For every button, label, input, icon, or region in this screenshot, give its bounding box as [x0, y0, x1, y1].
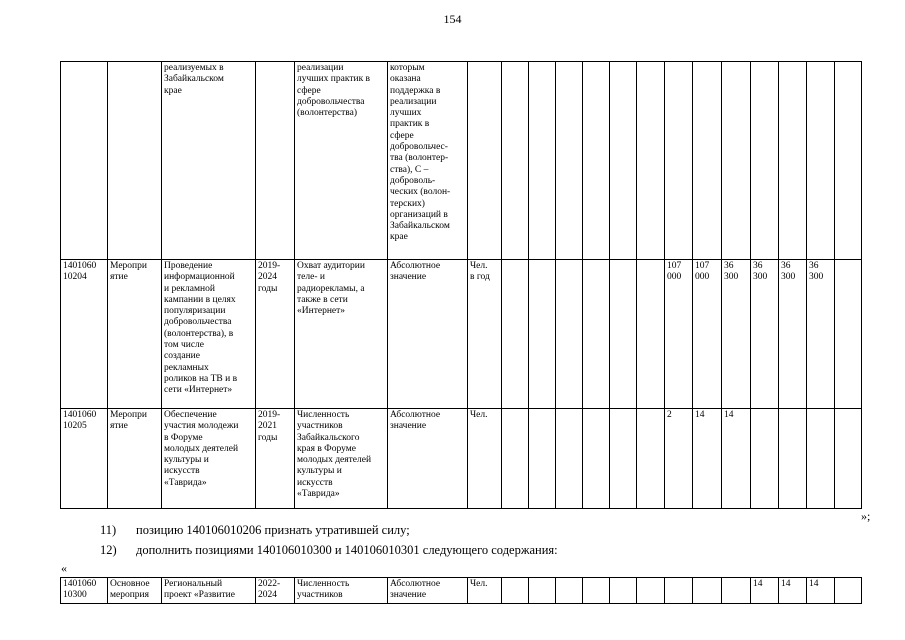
table-row: [61, 260, 862, 409]
value-cell: [583, 409, 610, 509]
years-cell: 2022- 2024: [256, 578, 295, 604]
value-cell: [693, 62, 722, 260]
opening-quote: «: [61, 561, 67, 575]
item-number: 12): [100, 543, 117, 557]
value-cell: [637, 260, 665, 409]
value-cell: [529, 260, 556, 409]
value-cell: [835, 409, 862, 509]
value-cell: [529, 409, 556, 509]
item-type-cell: Основное мероприя: [108, 578, 162, 604]
item-name-cell: Обеспечение участия молодежи в Форуме молодых деятелей культуры и искусств «Таврида»: [162, 409, 256, 509]
value-cell: [835, 578, 862, 604]
position-code-cell: 1401060 10300: [61, 578, 108, 604]
unit-cell: Чел.: [468, 578, 502, 604]
value-cell: 14: [807, 578, 835, 604]
item-name-cell: Проведение информационной и рекламной кампании в целях популяризации добровольчества (волонтерства), в том числе создание рекламных роликов на ТВ и в сети «Интернет»: [162, 260, 256, 409]
unit-cell: Чел.: [468, 409, 502, 509]
indicator-cell: Численность участников Забайкальского края в Форуме молодых деятелей культуры и искусств «Таврида»: [295, 409, 388, 509]
amendment-item-11: [100, 523, 410, 538]
value-cell: [751, 62, 779, 260]
value-cell: [637, 62, 665, 260]
value-cell: 36 300: [722, 260, 751, 409]
item-name-cell: Региональный проект «Развитие: [162, 578, 256, 604]
unit-cell: [468, 62, 502, 260]
item-type-cell: Меропри ятие: [108, 409, 162, 509]
years-cell: 2019- 2021 годы: [256, 409, 295, 509]
program-table: [60, 61, 862, 509]
item-name-cell: реализуемых в Забайкальском крае: [162, 62, 256, 260]
value-type-cell: которым оказана поддержка в реализации лучших практик в сфере добровольчес- тва (волонтер- ства), С – доброволь- ческих (волон- терских) организаций в Забайкальском крае: [388, 62, 468, 260]
value-cell: [665, 578, 693, 604]
indicator-cell: реализации лучших практик в сфере добровольчества (волонтерства): [295, 62, 388, 260]
value-cell: 107 000: [665, 260, 693, 409]
value-cell: [665, 62, 693, 260]
item-text: дополнить позициями 140106010300 и 140106010301 следующего содержания:: [136, 543, 558, 557]
value-cell: [835, 62, 862, 260]
value-cell: [583, 578, 610, 604]
value-cell: [610, 409, 637, 509]
value-cell: [835, 260, 862, 409]
value-cell: [610, 578, 637, 604]
unit-cell: Чел. в год: [468, 260, 502, 409]
value-cell: [807, 62, 835, 260]
value-type-cell: Абсолютное значение: [388, 578, 468, 604]
page-number: 154: [443, 12, 462, 26]
value-cell: [807, 409, 835, 509]
value-cell: [583, 62, 610, 260]
item-type-cell: [108, 62, 162, 260]
value-cell: [529, 578, 556, 604]
value-type-cell: Абсолютное значение: [388, 260, 468, 409]
closing-quote: »;: [861, 509, 871, 523]
value-cell: 2: [665, 409, 693, 509]
value-cell: [751, 409, 779, 509]
value-cell: 36 300: [751, 260, 779, 409]
years-cell: 2019- 2024 годы: [256, 260, 295, 409]
value-type-cell: Абсолютное значение: [388, 409, 468, 509]
value-cell: 14: [693, 409, 722, 509]
item-number: 11): [100, 523, 117, 537]
position-code-cell: [61, 62, 108, 260]
value-cell: [722, 62, 751, 260]
value-cell: [779, 62, 807, 260]
value-cell: [556, 409, 583, 509]
value-cell: [529, 62, 556, 260]
table-row: [61, 578, 862, 604]
value-cell: [610, 62, 637, 260]
years-cell: [256, 62, 295, 260]
item-type-cell: Меропри ятие: [108, 260, 162, 409]
value-cell: [556, 578, 583, 604]
value-cell: [556, 260, 583, 409]
value-cell: [637, 578, 665, 604]
value-cell: 107 000: [693, 260, 722, 409]
value-cell: 36 300: [779, 260, 807, 409]
value-cell: [502, 578, 529, 604]
value-cell: 14: [779, 578, 807, 604]
indicator-cell: Численность участников: [295, 578, 388, 604]
position-code-cell: 1401060 10204: [61, 260, 108, 409]
table-row: [61, 62, 862, 260]
value-cell: 36 300: [807, 260, 835, 409]
table-row: [61, 409, 862, 509]
new-positions-table: [60, 577, 862, 604]
value-cell: [610, 260, 637, 409]
value-cell: [502, 62, 529, 260]
item-text: позицию 140106010206 признать утратившей силу;: [136, 523, 410, 537]
value-cell: 14: [722, 409, 751, 509]
value-cell: [502, 260, 529, 409]
value-cell: [583, 260, 610, 409]
value-cell: [722, 578, 751, 604]
value-cell: [502, 409, 529, 509]
value-cell: [556, 62, 583, 260]
value-cell: [693, 578, 722, 604]
indicator-cell: Охват аудитории теле- и радиорекламы, а также в сети «Интернет»: [295, 260, 388, 409]
value-cell: 14: [751, 578, 779, 604]
value-cell: [637, 409, 665, 509]
amendment-item-12: [100, 543, 558, 558]
value-cell: [779, 409, 807, 509]
position-code-cell: 1401060 10205: [61, 409, 108, 509]
